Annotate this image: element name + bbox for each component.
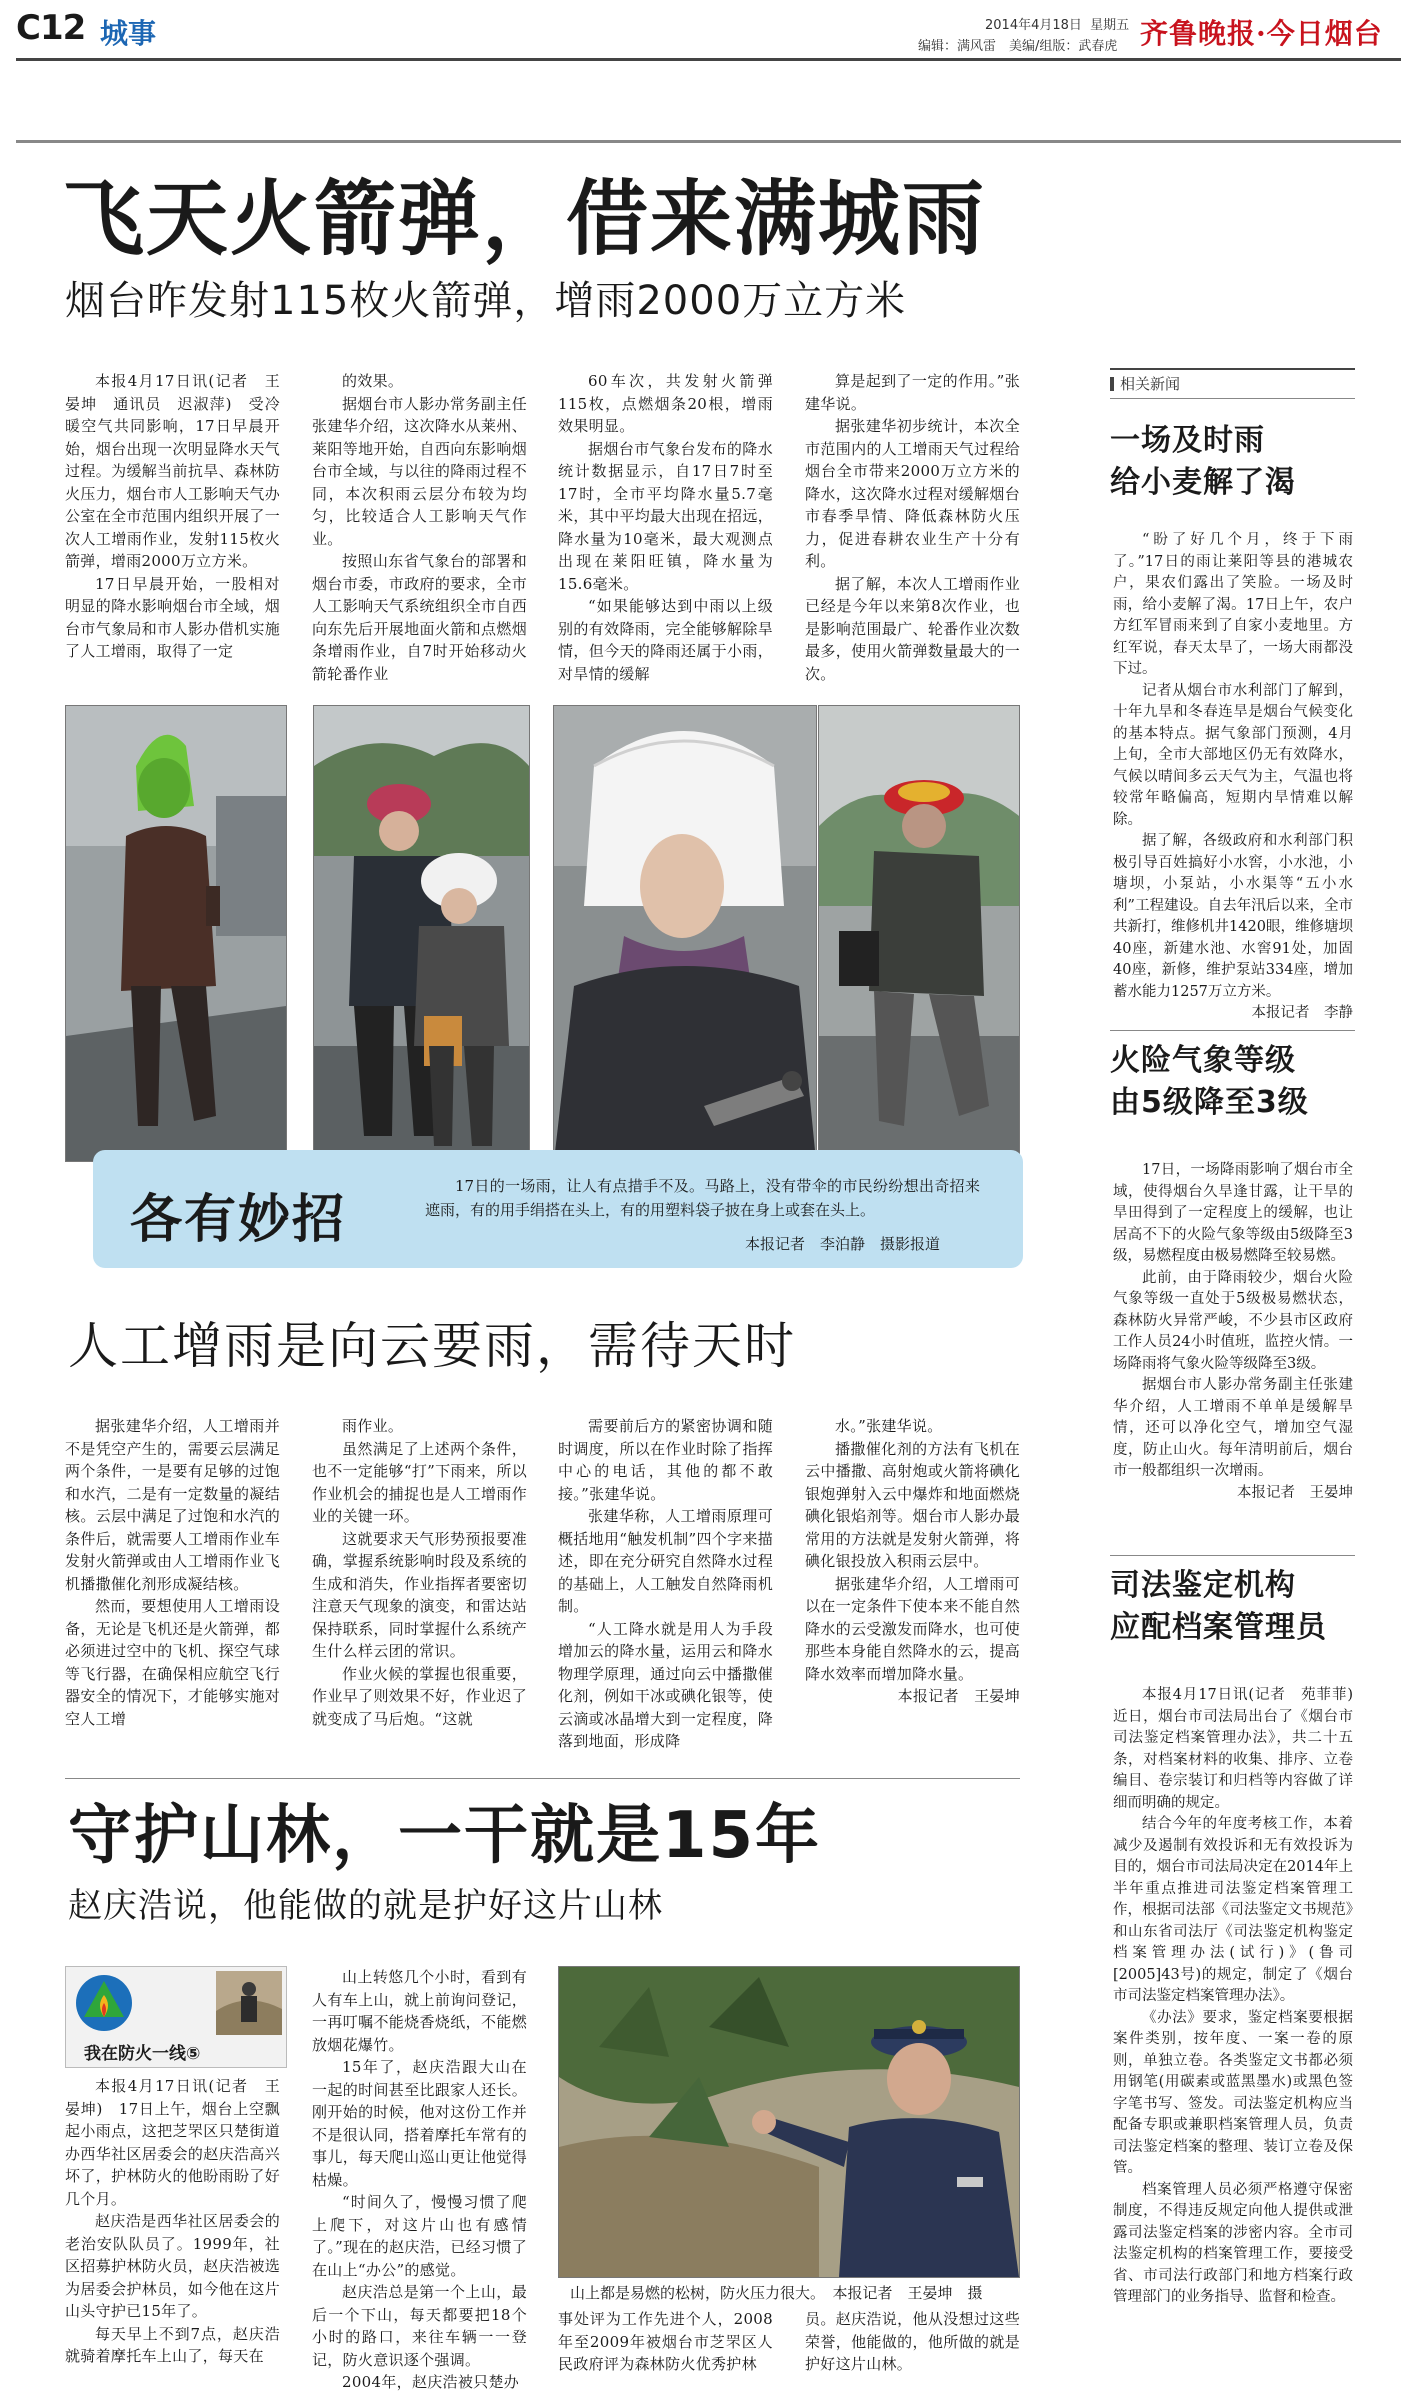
badge-photo <box>216 1971 282 2035</box>
paragraph: 结合今年的年度考核工作，本着减少及遏制有效投诉和无有效投诉为目的，烟台市司法局决定在2014年上半年重点推进司法鉴定档案管理工作，根据司法部《司法鉴定文书规范》和山东省司法厅《司法鉴定机构鉴定档案管理办法(试行)》(鲁司[2005]43号)的规定，制定了《烟台市司法鉴定档案管理办法》。 <box>1113 1816 1353 2004</box>
paragraph: 本报4月17日讯(记者 王晏坤 通讯员 迟淑萍) 受冷暖空气共同影响，17日早晨开始，烟台出现一次明显降水天气过程。为缓解当前抗旱、森林防火压力，烟台市人工影响天气办公室在全市范围内组织开展了一次人工增雨作业，发射115枚火箭弹，增雨2000万立方米。 <box>65 372 280 570</box>
paragraph: 据烟台市气象台发布的降水统计数据显示，自17日7时至17时，全市平均降水量5.7毫米，其中平均最大出现在招远，降水量为10毫米，最大观测点出现在莱阳旺镇，降水量为15.6毫米。 <box>558 439 773 593</box>
story1-col4 <box>805 370 1020 685</box>
sidebar-s2-body <box>1113 1160 1353 1504</box>
title-line: 应配档案管理员 <box>1110 1610 1327 1645</box>
paragraph: 本报4月17日讯(记者 王晏坤) 17日上午，烟台上空飘起小雨点，这把芝罘区只楚街道办西华社区居委会的赵庆浩高兴坏了，护林防火的他盼雨盼了好几个月。 <box>65 2077 280 2208</box>
sidebar-top-rule <box>1110 368 1355 370</box>
paragraph: 山上转悠几个小时，看到有人有车上山，就上前询问登记，一再叮嘱不能烧香烧纸，不能燃放烟花爆竹。 <box>312 1968 527 2054</box>
photo-caption-title: 各有妙招 <box>130 1190 347 1250</box>
photo-caption-text: 17日的一场雨，让人有点措手不及。马路上，没有带伞的市民纷纷想出奇招来遮雨，有的用手绢搭在头上，有的用塑料袋子披在身上或套在头上。 <box>425 1177 980 1219</box>
paragraph: 这就要求天气形势预报要准确，掌握系统影响时段及系统的生成和消失，作业指挥者要密切注意天气现象的演变，和雷达站保持联系，同时掌握什么系统产生什么样云团的常识。 <box>312 1529 527 1660</box>
sidebar-rule-2 <box>1110 1030 1355 1031</box>
paragraph: 据烟台市人影办常务副主任张建华介绍，这次降水从莱州、莱阳等地开始，自西向东影响烟台市全域，与以往的降雨过程不同，本次积雨云层分布较为均匀，比较适合人工影响天气作业。 <box>312 394 527 548</box>
paragraph: 水。”张建华说。 <box>835 1417 943 1435</box>
sidebar-label-rule <box>1110 398 1355 399</box>
paragraph: 员。赵庆浩说，他从没想过这些荣誉，他能做的，他所做的就是护好这片山林。 <box>805 2310 1020 2373</box>
story2-byline: 本报记者 王晏坤 <box>897 1687 1020 1705</box>
paragraph: “盼了好几个月，终于下雨了。”17日的雨让莱阳等县的港城农户，果农们露出了笑脸。一场及时雨，给小麦解了渴。17日上午，农户方红军冒雨来到了自家小麦地里。方红军说，春天太旱了，一场大雨都没下过。 <box>1113 532 1353 677</box>
photo-green-bag-woman <box>65 705 287 1162</box>
weekday-text: 星期五 <box>1090 18 1130 33</box>
story1-col3 <box>558 370 773 685</box>
sidebar-rule-3 <box>1110 1555 1355 1556</box>
top-rule <box>16 140 1401 143</box>
paragraph: 虽然满足了上述两个条件，也不一定能够“打”下雨来，所以作业机会的捕捉也是人工增雨作业的关键一环。 <box>312 1439 527 1525</box>
issue-date <box>985 14 1129 33</box>
photo-old-woman-bag-hat <box>553 705 817 1162</box>
label-marker-icon <box>1110 377 1114 391</box>
paragraph: 据烟台市人影办常务副主任张建华介绍，人工增雨不单单是缓解旱情，还可以净化空气，增加空气湿度，防止山火。每年清明前后，烟台市一般都组织一次增雨。 <box>1113 1377 1353 1479</box>
story-divider <box>65 1778 1020 1779</box>
paragraph: “如果能够达到中雨以上级别的有效降雨，完全能够解除旱情，但今天的降雨还属于小雨，对旱情的缓解 <box>558 597 773 683</box>
paragraph: “人工降水就是用人为手段增加云的降水量，运用云和降水物理学原理，通过向云中播撒催化剂，例如干冰或碘化银等，使云滴或冰晶增大到一定程度，降落到地面，形成降 <box>558 1619 773 1750</box>
related-news-label <box>1110 372 1180 396</box>
photo-forest-ranger <box>558 1966 1020 2278</box>
paragraph: 赵庆浩是西华社区居委会的老治安队队员了。1999年，社区招募护林防火员，赵庆浩被选为居委会护林员，如今他在这片山头守护已15年了。 <box>65 2212 280 2320</box>
paragraph: 记者从烟台市水利部门了解到，十年九旱和冬春连旱是烟台气候变化的基本特点。据气象部门预测，4月上旬，全市大部地区仍无有效降水，气候以晴间多云天气为主，气温也将较常年略偏高，短期内旱情难以解除。 <box>1113 682 1353 828</box>
paragraph: 17日早晨开始，一股相对明显的降水影响烟台市全域，烟台市气象局和市人影办借机实施了人工增雨，取得了一定 <box>65 574 280 660</box>
paragraph: 需要前后方的紧密协调和随时调度，所以在作业时除了指挥中心的电话，其他的都不敢接。”张建华说。 <box>558 1417 773 1503</box>
forest-photo-caption: 山上都是易燃的松树，防火压力很大。 本报记者 王晏坤 摄 <box>570 2284 983 2302</box>
title-line: 一场及时雨 <box>1110 423 1265 458</box>
paragraph: 然而，要想使用人工增雨设备，无论是飞机还是火箭弹，都必须进过空中的飞机、探空气球等飞行器，在确保相应航空飞行器安全的情况下，才能够实施对空人工增 <box>65 1597 280 1728</box>
paragraph: 张建华称，人工增雨原理可概括地用“触发机制”四个字来描述，即在充分研究自然降水过程的基础上，人工触发自然降雨机制。 <box>558 1507 773 1615</box>
story3-col3 <box>558 2308 773 2376</box>
title-line: 司法鉴定机构 <box>1110 1568 1296 1603</box>
paragraph: 作业火候的掌握也很重要，作业早了则效果不好，作业迟了就变成了马后炮。“这就 <box>312 1664 527 1728</box>
story2-col4 <box>805 1415 1020 1708</box>
story3-headline: 守护山林，一干就是15年 <box>68 1799 822 1873</box>
paragraph: 档案管理人员必须严格遵守保密制度，不得违反规定向他人提供或泄露司法鉴定档案的涉密内容。全市司法鉴定机构的档案管理工作，要接受省、市司法行政部门和地方档案行政管理部门的业务指导、监督和检查。 <box>1113 2181 1353 2305</box>
story2-col3 <box>558 1415 773 1753</box>
story3-col1 <box>65 2075 280 2368</box>
editor-credits: 编辑：满风雷 美编/组版：武春虎 <box>918 39 1118 54</box>
paragraph: 的效果。 <box>342 372 404 390</box>
date-text: 2014年4月18日 <box>985 18 1082 33</box>
story1-headline: 飞天火箭弹，借来满城雨 <box>62 172 987 267</box>
paragraph: 15年了，赵庆浩跟大山在一起的时间甚至比跟家人还长。刚开始的时候，他对这份工作并不是很认同，搭着摩托车常有的事儿，每天爬山巡山更让他觉得枯燥。 <box>312 2058 527 2189</box>
page-code: C12 <box>16 8 86 48</box>
paragraph: 播撒催化剂的方法有飞机在云中播撒、高射炮或火箭将碘化银炮弹射入云中爆炸和地面燃烧碘化银焰剂等。烟台市人影办最常用的方法就是发射火箭弹，将碘化银投放入积雨云层中。 <box>805 1439 1020 1570</box>
paper-name: 齐鲁晚报·今日烟台 <box>1140 17 1383 50</box>
sidebar-s3-title <box>1110 1565 1327 1649</box>
paragraph: “时间久了，慢慢习惯了爬上爬下，对这片山也有感情了。”现在的赵庆浩，已经习惯了在山上“办公”的感觉。 <box>312 2193 527 2279</box>
masthead-rule <box>16 58 1401 61</box>
sidebar-s2-byline: 本报记者 王晏坤 <box>1237 1484 1353 1501</box>
story1-col1 <box>65 370 280 663</box>
paragraph: 赵庆浩总是第一个上山，最后一个下山，每天都要把18个小时的路口，来往车辆一一登记，防火意识逐个强调。 <box>312 2283 527 2369</box>
sidebar-s2-title <box>1110 1040 1309 1124</box>
paragraph: 算是起到了一定的作用。”张建华说。 <box>805 372 1020 413</box>
paragraph: 此前，由于降雨较少，烟台火险气象等级一直处于5级极易燃状态，森林防火异常严峻，不少县市区政府工作人员24小时值班，监控火情。一场降雨将气象火险等级降至3级。 <box>1113 1269 1353 1372</box>
title-line: 火险气象等级 <box>1110 1043 1296 1078</box>
story1-subhead: 烟台昨发射115枚火箭弹，增雨2000万立方米 <box>65 278 907 324</box>
section-name: 城事 <box>100 17 157 50</box>
story2-headline: 人工增雨是向云要雨，需待天时 <box>68 1317 796 1375</box>
paragraph: 据张建华介绍，人工增雨可以在一定条件下使本来不能自然降水的云受激发而降水，也可使那些本身能自然降水的云，提高降水效率而增加降水量。 <box>805 1574 1020 1683</box>
title-line: 由5级降至3级 <box>1110 1085 1309 1120</box>
paragraph: 60车次，共发射火箭弹115枚，点燃烟条20根，增雨效果明显。 <box>558 372 773 435</box>
title-line: 给小麦解了渴 <box>1110 465 1296 500</box>
story2-col2 <box>312 1415 527 1730</box>
sidebar-s1-body <box>1113 530 1353 1025</box>
paragraph: 据了解，本次人工增雨作业已经是今年以来第8次作业，也是影响范围最广、轮番作业次数最多，使用火箭弹数量最大的一次。 <box>805 574 1020 683</box>
story3-subhead: 赵庆浩说，他能做的就是护好这片山林 <box>68 1886 663 1926</box>
paragraph: 事处评为工作先进个人，2008年至2009年被烟台市芝罘区人民政府评为森林防火优秀护林 <box>558 2310 773 2373</box>
photo-two-women-bags <box>313 705 530 1162</box>
photo-caption-credit: 本报记者 李泊静 摄影报道 <box>745 1235 941 1253</box>
story2-col1 <box>65 1415 280 1730</box>
sidebar-s1-title <box>1110 420 1296 504</box>
paragraph: 雨作业。 <box>342 1417 404 1435</box>
paragraph: 2004年，赵庆浩被只楚办 <box>342 2373 520 2391</box>
paragraph: 每天早上不到7点，赵庆浩就骑着摩托车上山了，每天在 <box>65 2324 280 2365</box>
story1-col2 <box>312 370 527 685</box>
paragraph: 据张建华介绍，人工增雨并不是凭空产生的，需要云层满足两个条件，一是要有足够的过饱和水汽，二是有一定数量的凝结核。云层中满足了过饱和水汽的条件后，就需要人工增雨作业车发射火箭弹或由人工增雨作业飞机播撒催化剂形成凝结核。 <box>65 1417 280 1593</box>
paragraph: 《办法》要求，鉴定档案要根据案件类别，按年度、一案一卷的原则，单独立卷。各类鉴定文书都必须用钢笔(用碳素或蓝黑墨水)或黑色签字笔书写、签发。司法鉴定机构应当配备专职或兼职档案管理人员，负责司法鉴定档案的整理、装订立卷及保管。 <box>1113 2009 1353 2176</box>
badge-label: 我在防火一线⑤ <box>84 2044 201 2064</box>
paragraph: 据了解，各级政府和水利部门积极引导百姓搞好小水窖，小水池，小塘坝，小泵站，小水渠等“五小水利”工程建设。自去年汛后以来，全市共新打，维修机井1420眼，维修塘坝40座，新建水池、水窖91处，加固40座，新修，维护泵站334座，增加蓄水能力1257万立方米。 <box>1113 833 1353 1000</box>
forest-fire-logo-icon <box>74 1973 134 2033</box>
sidebar-s3-body <box>1113 1685 1368 2309</box>
paragraph: 本报4月17日讯(记者 苑菲菲) 近日，烟台市司法局出台了《烟台市司法鉴定档案管理办法》，共二十五条，对档案材料的收集、排序、立卷编目、卷宗装订和归档等内容做了详细而明确的规定。 <box>1113 1687 1368 1811</box>
photo-man-red-hat <box>818 705 1020 1162</box>
label-text: 相关新闻 <box>1120 375 1181 393</box>
story3-col2 <box>312 1966 527 2394</box>
paragraph: 按照山东省气象台的部署和烟台市委，市政府的要求，全市人工影响天气系统组织全市自西向东先后开展地面火箭和点燃烟条增雨作业，自7时开始移动火箭轮番作业 <box>312 552 527 683</box>
fire-series-badge <box>65 1966 287 2068</box>
paragraph: 17日，一场降雨影响了烟台市全域，使得烟台久旱逢甘露，让干旱的旱田得到了一定程度上的缓解，也让居高不下的火险气象等级由5级降至3级，易燃程度由极易燃降至较易燃。 <box>1113 1162 1353 1264</box>
sidebar-s1-byline: 本报记者 李静 <box>1251 1005 1353 1021</box>
paragraph: 据张建华初步统计，本次全市范围内的人工增雨天气过程给烟台全市带来2000万立方米的降水，这次降水过程对缓解烟台市春季旱情、降低森林防火压力，促进春耕农业生产十分有利。 <box>805 417 1020 570</box>
story3-col4 <box>805 2308 1020 2376</box>
